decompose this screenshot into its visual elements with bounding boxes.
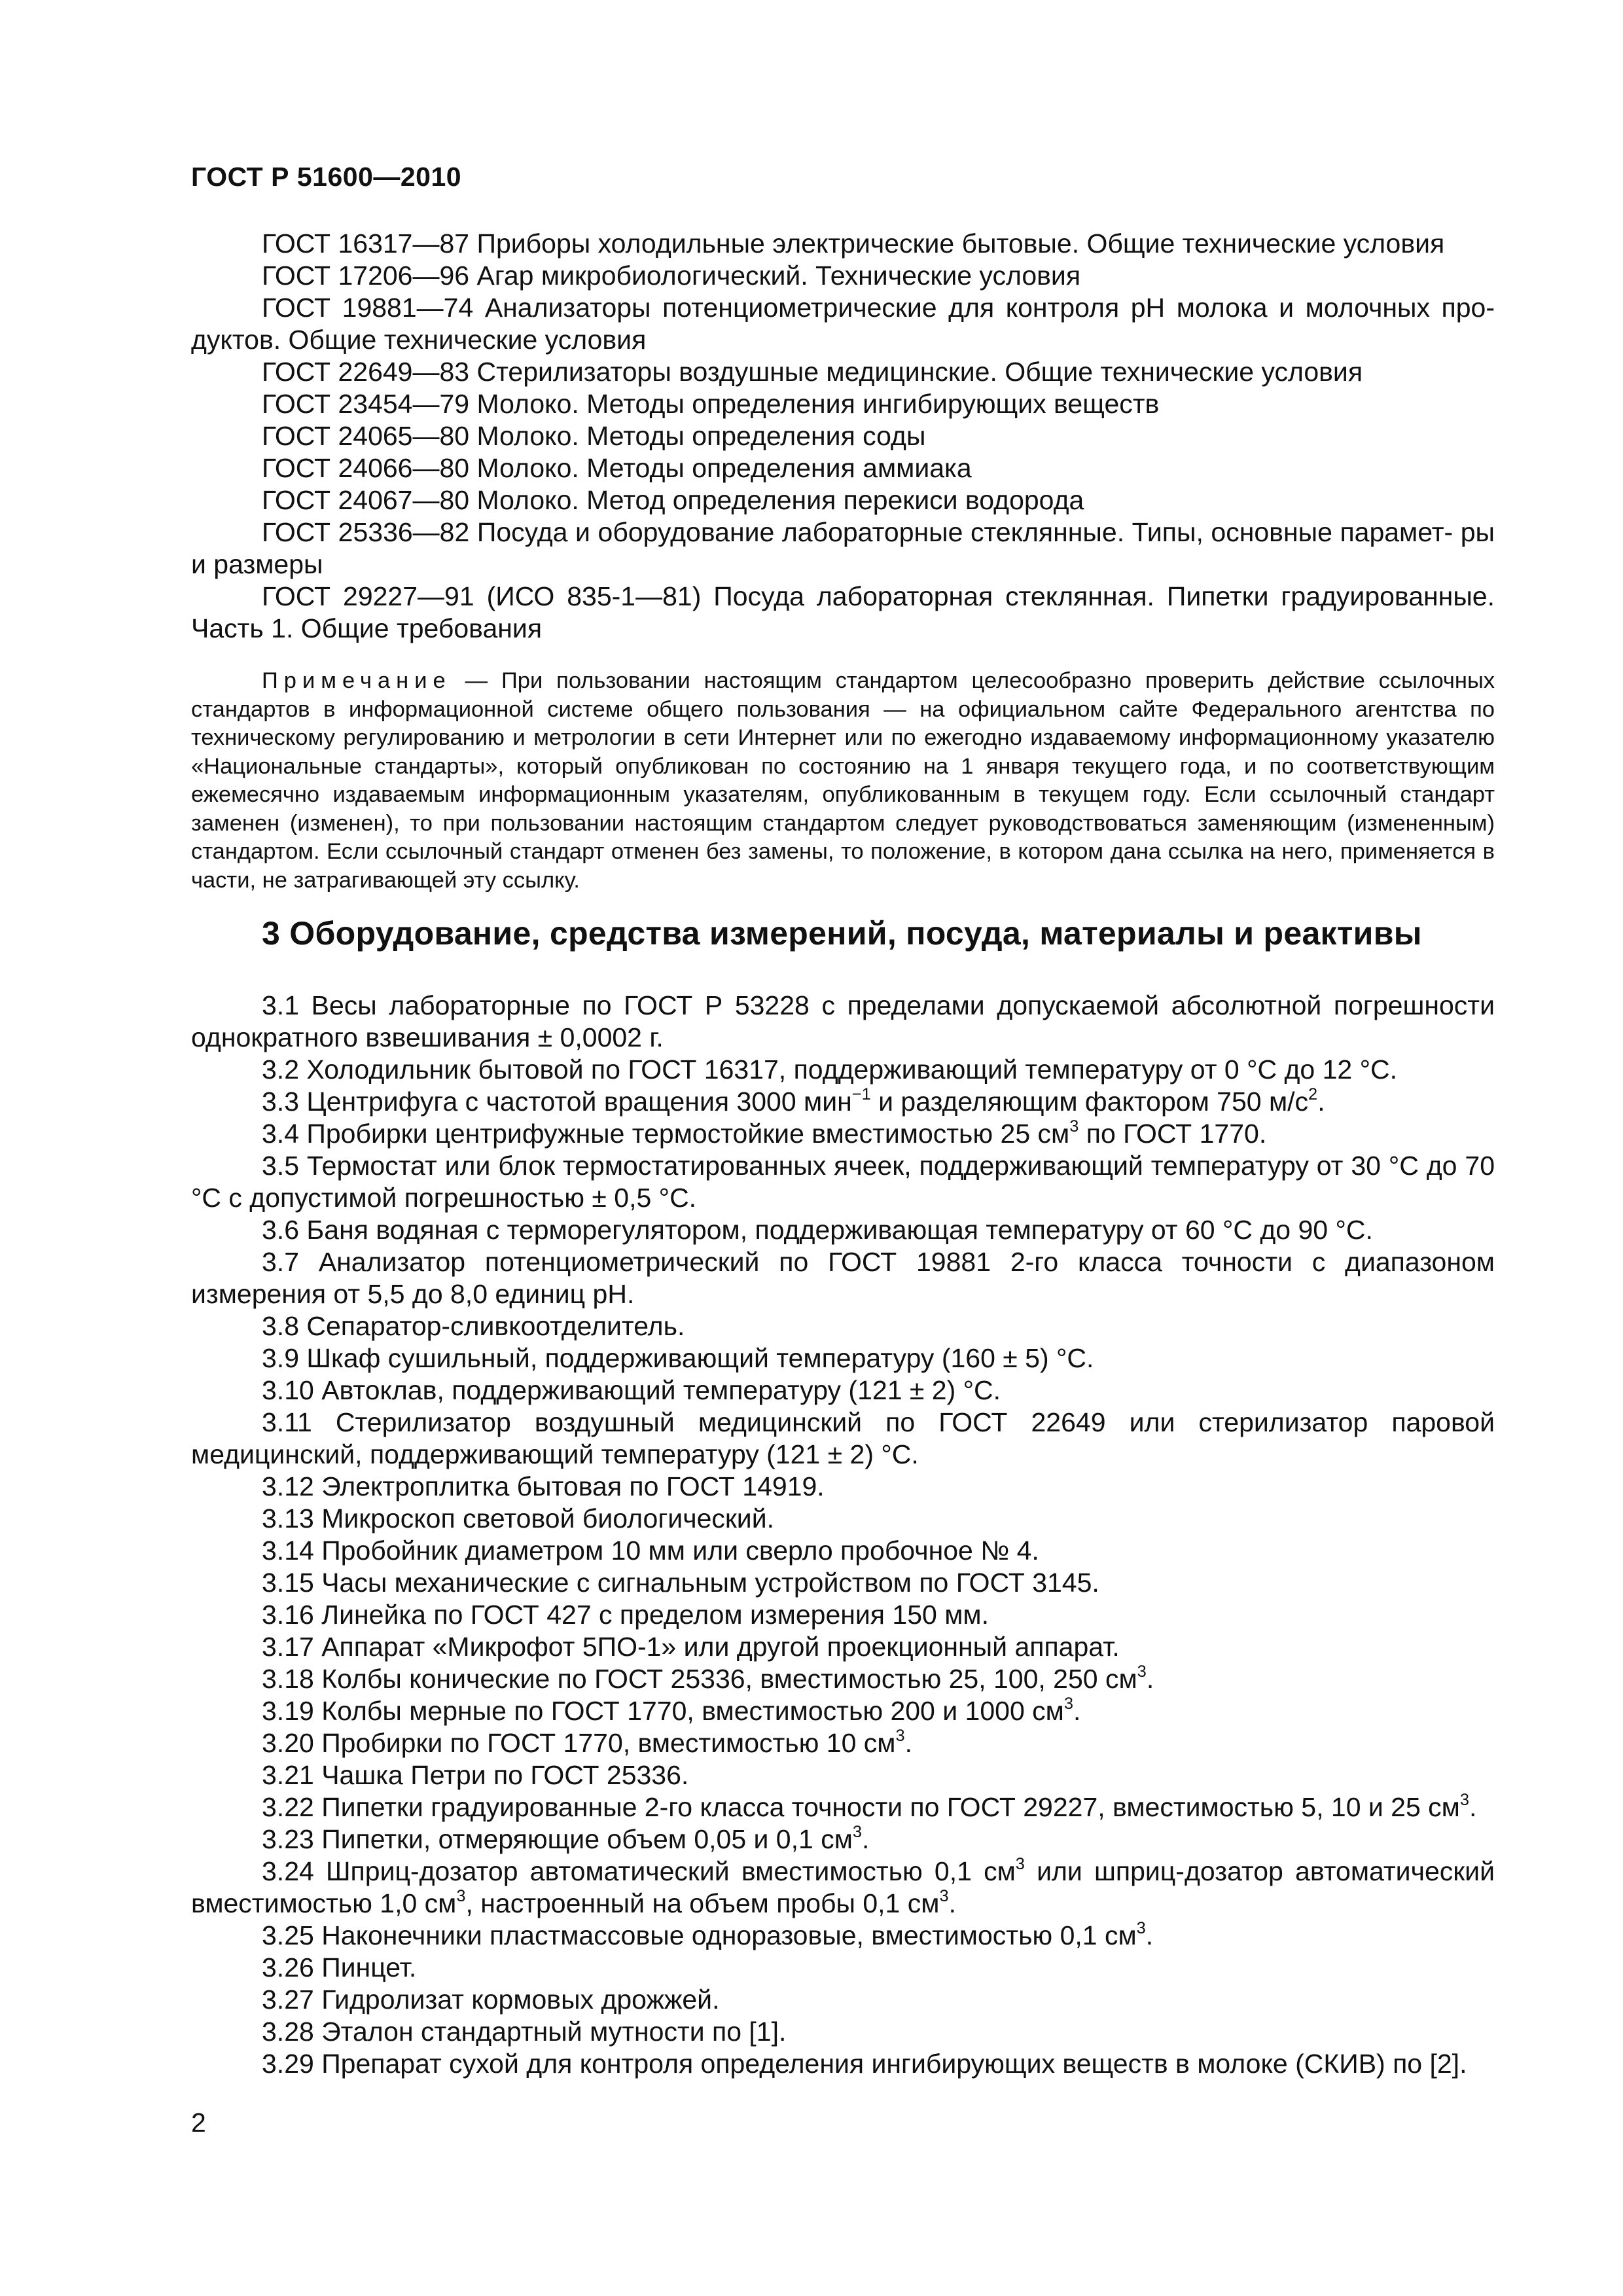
list-item: 3.21 Чашка Петри по ГОСТ 25336. bbox=[262, 1760, 689, 1790]
list-item: 3.1 Весы лабораторные по ГОСТ Р 53228 с пределами допускаемой абсолютной погрешности однократного взвешивания ± 0,0002 г. bbox=[191, 990, 1495, 1052]
reference-line: ГОСТ 24065—80 Молоко. Методы определения соды bbox=[262, 421, 926, 451]
list-item: 3.3 Центрифуга с частотой вращения 3000 мин$^{-1}$ и разделяющим фактором 750 $м/с^2$. bbox=[262, 1085, 1325, 1117]
list-item: 3.19 Колбы мерные по ГОСТ 1770, вместимостью 200 и 1000 $см^3$. bbox=[262, 1694, 1081, 1726]
list-item: 3.8 Сепаратор-сливкоотделитель. bbox=[262, 1311, 685, 1341]
list-item: 3.11 Стерилизатор воздушный медицинский по ГОСТ 22649 или стерилизатор паровой медицинский, поддерживающий температуру (121 ± 2) °С. bbox=[191, 1407, 1495, 1469]
list-item: 3.28 Эталон стандартный мутности по [1]. bbox=[262, 2017, 787, 2047]
list-item: 3.7 Анализатор потенциометрический по ГОСТ 19881 2-го класса точности с диапазоном измерения от 5,5 до 8,0 единиц рН. bbox=[191, 1247, 1495, 1309]
list-item: 3.6 Баня водяная с терморегулятором, поддерживающая температуру от 60 °С до 90 °С. bbox=[262, 1215, 1373, 1245]
list-item: 3.25 Наконечники пластмассовые одноразовые, вместимостью 0,1 $см^3$. bbox=[262, 1918, 1154, 1950]
note-text: — При пользовании настоящим стандартом целесообразно проверить действие ссылочных стандартов в информационной системе общего пользования — на официальном сайте Федерального агентства по техническому регулированию и метрологии в сети Интернет или по ежегодно издаваемому информационному указателю «Национальные стандарты», который опубликован по состоянию на 1 января текущего года, и по соответствующим ежемесячно издаваемым информационным указателям, опубликованным в текущем году. Если ссылочный стандарт заменен (изменен), то при пользовании настоящим стандартом следует руководствоваться заменяющим (измененным) стандартом. Если ссылочный стандарт отменен без замены, то положение, в котором дана ссылка на него, применяется в части, не затрагивающей эту ссылку. bbox=[191, 668, 1495, 893]
reference-line: ГОСТ 19881—74 Анализаторы потенциометрические для контроля рН молока и молочных про- дуктов. Общие технические условия bbox=[191, 293, 1495, 355]
list-item: 3.10 Автоклав, поддерживающий температуру (121 ± 2) °С. bbox=[262, 1375, 1001, 1405]
list-item: 3.24 Шприц-дозатор автоматический вместимостью 0,1 $см^3$ или шприц-дозатор автоматический вместимостью 1,0 $см^3$, настроенный на объем пробы 0,1 $см^3$. bbox=[191, 1854, 1495, 1918]
list-item: 3.22 Пипетки градуированные 2-го класса точности по ГОСТ 29227, вместимостью 5, 10 и 25 $см^3$. bbox=[262, 1790, 1477, 1822]
list-item: 3.5 Термостат или блок термостатированных ячеек, поддерживающий температуру от 30 °С до 70 °С с допустимой погрешностью ± 0,5 °С. bbox=[191, 1151, 1495, 1213]
list-item: 3.29 Препарат сухой для контроля определения ингибирующих веществ в молоке (СКИВ) по [2]. bbox=[262, 2049, 1467, 2079]
section-heading: 3 Оборудование, средства измерений, посуда, материалы и реактивы bbox=[262, 915, 1422, 952]
reference-line: ГОСТ 25336—82 Посуда и оборудование лабораторные стеклянные. Типы, основные парамет- ры и размеры bbox=[191, 517, 1495, 579]
list-item: 3.20 Пробирки по ГОСТ 1770, вместимостью 10 $см^3$. bbox=[262, 1726, 913, 1758]
list-item: 3.27 Гидролизат кормовых дрожжей. bbox=[262, 1984, 720, 2015]
reference-line: ГОСТ 24067—80 Молоко. Метод определения перекиси водорода bbox=[262, 485, 1084, 515]
reference-line: ГОСТ 17206—96 Агар микробиологический. Технические условия bbox=[262, 260, 1081, 291]
list-item: 3.4 Пробирки центрифужные термостойкие вместимостью 25 $см^3$ по ГОСТ 1770. bbox=[262, 1117, 1267, 1149]
list-item: 3.9 Шкаф сушильный, поддерживающий температуру (160 ± 5) °С. bbox=[262, 1343, 1094, 1373]
list-item: 3.15 Часы механические с сигнальным устройством по ГОСТ 3145. bbox=[262, 1568, 1099, 1598]
note-paragraph bbox=[191, 667, 1495, 895]
reference-line: ГОСТ 22649—83 Стерилизаторы воздушные медицинские. Общие технические условия bbox=[262, 357, 1363, 387]
normative-references bbox=[191, 228, 1495, 895]
list-item: 3.2 Холодильник бытовой по ГОСТ 16317, поддерживающий температуру от 0 °С до 12 °С. bbox=[262, 1054, 1397, 1085]
list-item: 3.13 Микроскоп световой биологический. bbox=[262, 1503, 775, 1534]
list-item: 3.17 Аппарат «Микрофот 5ПО-1» или другой проекционный аппарат. bbox=[262, 1632, 1120, 1662]
list-item: 3.18 Колбы конические по ГОСТ 25336, вместимостью 25, 100, 250 $см^3$. bbox=[262, 1662, 1154, 1694]
equipment-list bbox=[191, 990, 1495, 2080]
reference-line: ГОСТ 24066—80 Молоко. Методы определения аммиака bbox=[262, 453, 972, 483]
reference-line: ГОСТ 16317—87 Приборы холодильные электрические бытовые. Общие технические условия bbox=[262, 228, 1445, 259]
list-item: 3.14 Пробойник диаметром 10 мм или сверло пробочное № 4. bbox=[262, 1535, 1039, 1566]
document-header-code: ГОСТ Р 51600—2010 bbox=[191, 162, 462, 192]
list-item: 3.23 Пипетки, отмеряющие объем 0,05 и 0,1 $см^3$. bbox=[262, 1822, 870, 1854]
page-number: 2 bbox=[191, 2108, 206, 2138]
note-lead: Примечание bbox=[262, 668, 452, 693]
reference-line: ГОСТ 29227—91 (ИСО 835-1—81) Посуда лабораторная стеклянная. Пипетки градуированные. Часть 1. Общие требования bbox=[191, 581, 1495, 643]
reference-line: ГОСТ 23454—79 Молоко. Методы определения ингибирующих веществ bbox=[262, 389, 1160, 419]
list-item: 3.16 Линейка по ГОСТ 427 с пределом измерения 150 мм. bbox=[262, 1600, 989, 1630]
list-item: 3.26 Пинцет. bbox=[262, 1952, 417, 1982]
list-item: 3.12 Электроплитка бытовая по ГОСТ 14919. bbox=[262, 1471, 825, 1501]
